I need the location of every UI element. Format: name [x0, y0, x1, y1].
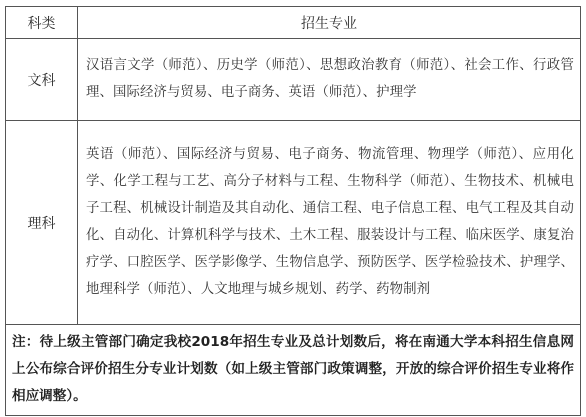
table-note-row — [6, 325, 581, 416]
category-cell: 文科 — [6, 39, 78, 121]
majors-cell: 汉语言文学（师范）、历史学（师范）、思想政治教育（师范）、社会工作、行政管理、国际经济与贸易、电子商务、英语（师范）、护理学 — [78, 39, 581, 121]
table-header-row — [6, 7, 581, 39]
table-row-science — [6, 121, 581, 325]
admission-majors-table — [5, 6, 581, 416]
header-majors: 招生专业 — [78, 7, 581, 39]
header-category: 科类 — [6, 7, 78, 39]
table-row-liberal-arts — [6, 39, 581, 121]
category-cell: 理科 — [6, 121, 78, 325]
majors-cell: 英语（师范）、国际经济与贸易、电子商务、物流管理、物理学（师范）、应用化学、化学工程与工艺、高分子材料与工程、生物科学（师范）、生物技术、机械电子工程、机械设计制造及其自动化、通信工程、电子信息工程、电气工程及其自动化、自动化、计算机科学与技术、土木工程、服装设计与工程、临床医学、康复治疗学、口腔医学、医学影像学、生物信息学、预防医学、医学检验技术、护理学、地理科学（师范）、人文地理与城乡规划、药学、药物制剂 — [78, 121, 581, 325]
table-note: 注：待上级主管部门确定我校2018年招生专业及总计划数后，将在南通大学本科招生信息网上公布综合评价招生分专业计划数（如上级主管部门政策调整，开放的综合评价招生专业将作相应调整）。 — [6, 325, 581, 416]
admission-majors-table-container — [5, 6, 581, 416]
